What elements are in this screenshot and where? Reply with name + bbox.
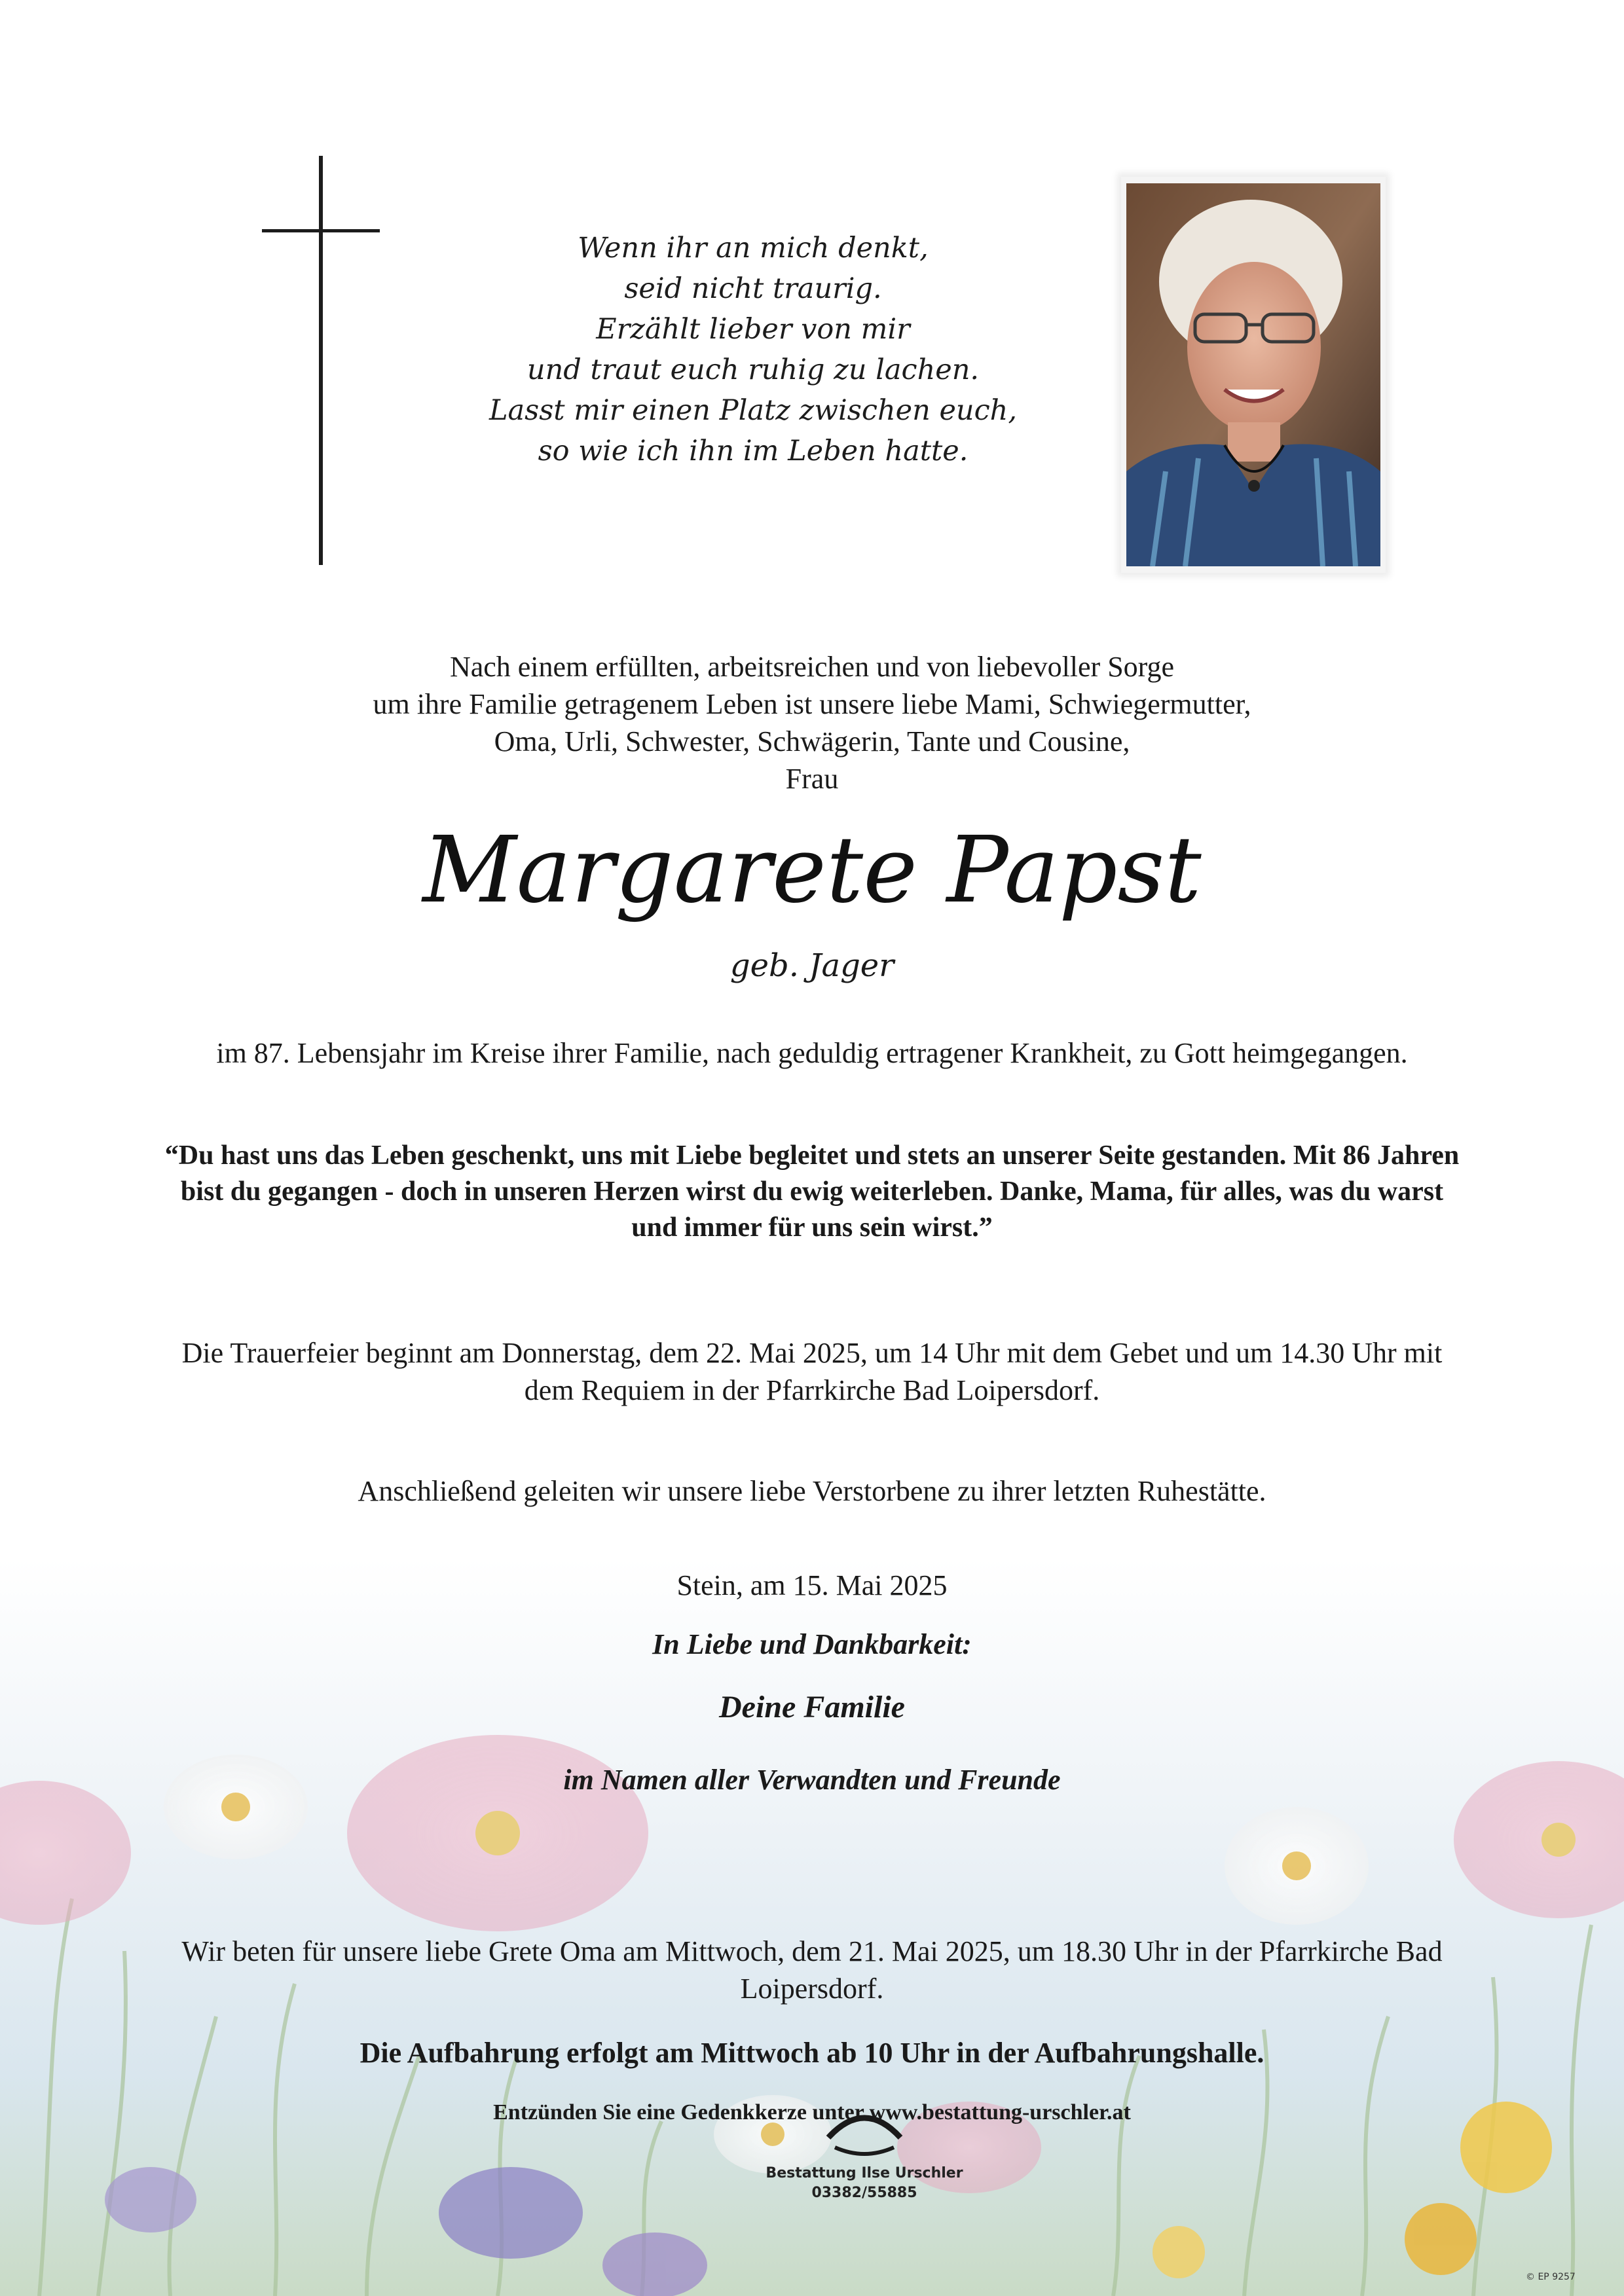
quote-line: und stets an unserer Seite gestanden.	[855, 1140, 1287, 1171]
memorial-quote	[157, 1138, 1467, 1246]
intro-line: Nach einem erfüllten, arbeitsreichen und von liebevoller Sorge	[449, 651, 1175, 683]
age-text	[157, 1034, 1467, 1072]
poem-line: so wie ich ihn im Leben hatte.	[538, 435, 969, 467]
quote-line: Danke, Mama, für alles, was du warst und immer für uns sein wirst.”	[631, 1176, 1444, 1243]
bestattung-logo-icon	[815, 2102, 913, 2167]
poem-line: und traut euch ruhig zu lachen.	[526, 354, 980, 386]
quote-line: wirst du ewig weiterleben.	[686, 1176, 993, 1207]
burial-details	[157, 1472, 1467, 1510]
portrait-photo-frame	[1121, 177, 1386, 573]
funeral-home-phone: 03382/55885	[811, 2185, 917, 2201]
closing-phrase: In Liebe und Dankbarkeit:	[652, 1628, 972, 1660]
funeral-home-name: Bestattung Ilse Urschler	[766, 2165, 963, 2181]
intro-line: Oma, Urli, Schwester, Schwägerin, Tante und Cousine,	[494, 725, 1130, 757]
viewing-details: Die Aufbahrung erfolgt am Mittwoch ab 10 Uhr in der Aufbahrungshalle.	[360, 2037, 1264, 2069]
burial-line: zu ihrer letzten Ruhestätte.	[957, 1475, 1266, 1507]
poem-line: seid nicht traurig.	[624, 272, 882, 305]
intro-text	[157, 648, 1467, 797]
deceased-name: Margarete Papst	[422, 817, 1202, 924]
place-date: Stein, am 15. Mai 2025	[676, 1569, 948, 1601]
intro-line: Frau	[785, 763, 839, 795]
prayer-details	[157, 1933, 1467, 2007]
poem-line: Lasst mir einen Platz zwischen euch,	[489, 394, 1018, 427]
funeral-line: um 14 Uhr mit dem Gebet und um 14.30 Uhr mit dem Requiem	[524, 1337, 1443, 1406]
relatives-line: im Namen aller Verwandten und Freunde	[563, 1764, 1061, 1796]
burial-line: Anschließend geleiten wir unsere liebe Verstorbene	[358, 1475, 950, 1507]
poem-line: Erzählt lieber von mir	[596, 313, 910, 346]
poem-line: Wenn ihr an mich denkt,	[578, 232, 929, 264]
intro-line: um ihre Familie getragenem Leben ist unsere liebe Mami, Schwiegermutter,	[373, 688, 1251, 720]
portrait-photo	[1126, 183, 1380, 566]
age-line: nach geduldig ertragener Krankheit, zu Gott heimgegangen.	[716, 1037, 1408, 1069]
prayer-line: um 18.30 Uhr in der Pfarrkirche Bad Loipersdorf.	[740, 1935, 1443, 2005]
family-signature: Deine Familie	[719, 1690, 905, 1724]
prayer-line: Wir beten für unsere liebe Grete Oma am Mittwoch, dem 21. Mai 2025,	[181, 1935, 1010, 1967]
maiden-name: geb. Jager	[729, 947, 895, 984]
funeral-details	[157, 1334, 1467, 1409]
funeral-line: in der Pfarrkirche Bad Loipersdorf.	[692, 1374, 1100, 1406]
memorial-candle-link[interactable]: Entzünden Sie eine Gedenkkerze unter www.bestattung-urschler.at	[493, 2100, 1131, 2124]
funeral-home-info	[668, 2164, 1061, 2203]
quote-line: Mit 86 Jahren bist du gegangen - doch in unseren Herzen	[180, 1140, 1460, 1207]
quote-line: “Du hast uns das Leben geschenkt, uns mit Liebe begleitet	[164, 1140, 848, 1171]
funeral-line: Die Trauerfeier beginnt am Donnerstag, dem 22. Mai 2025,	[181, 1337, 868, 1369]
age-line: im 87. Lebensjahr im Kreise ihrer Familie,	[216, 1037, 710, 1069]
memorial-poem	[393, 228, 1113, 471]
document-code: © EP 9257	[1526, 2272, 1576, 2282]
